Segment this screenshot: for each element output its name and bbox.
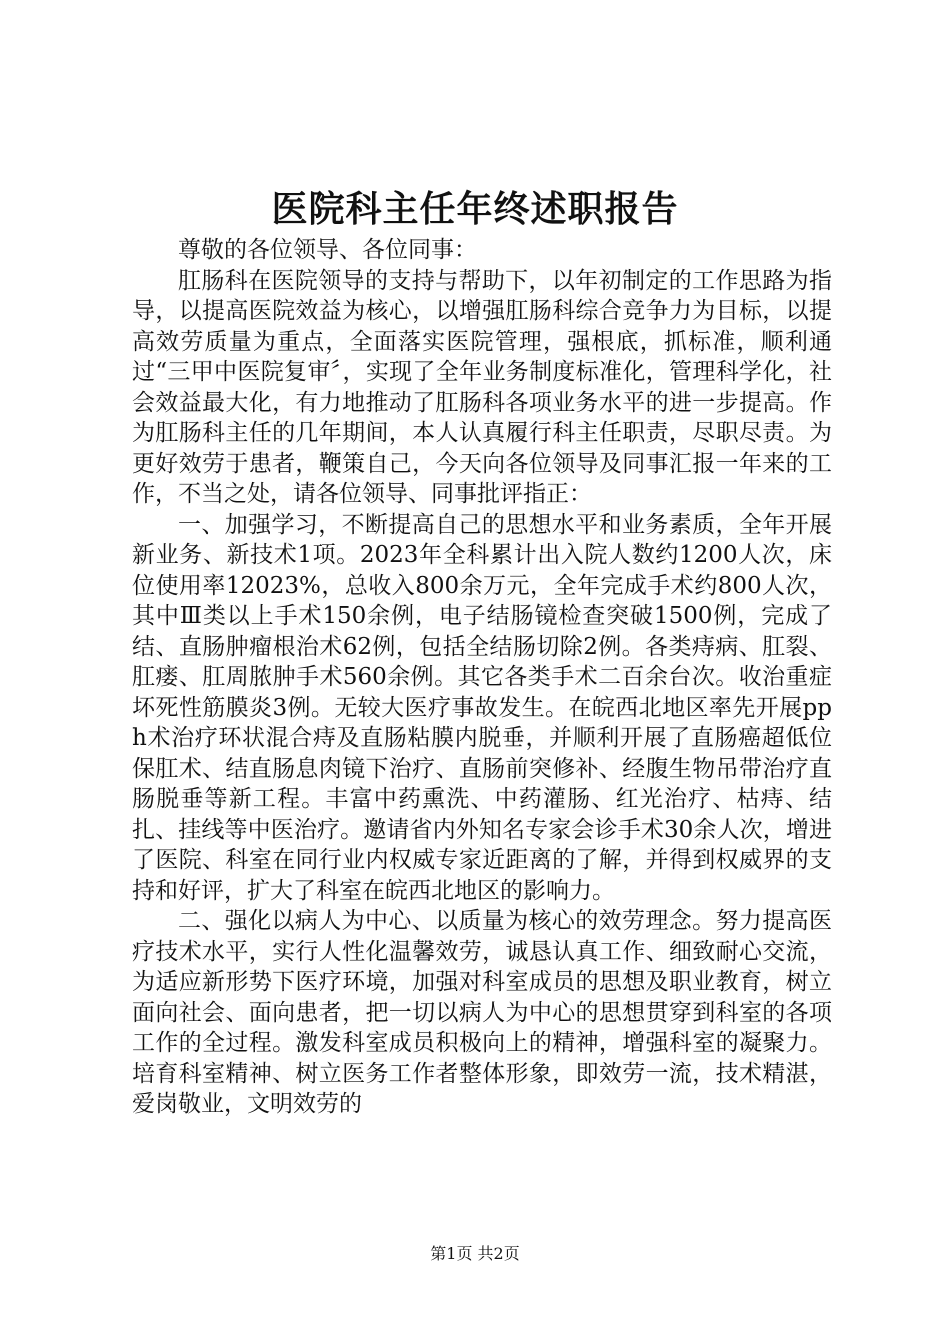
document-title: 医院科主任年终述职报告 (271, 188, 679, 230)
document-body (132, 235, 832, 1120)
salutation: 尊敬的各位领导、各位同事： (178, 237, 477, 263)
page-footer: 第1页 共2页 (430, 1244, 520, 1263)
paragraph-section-1: 一、加强学习，不断提高自己的思想水平和业务素质，全年开展新业务、新技术1项。2023年全科累计出入院人数约1200人次，床位使用率12023%，总收入800余万元，全年完成手术约800人次，其中Ⅲ类以上手术150余例，电子结肠镜检查突破1500例，完成了结、直肠肿瘤根治术62例，包括全结肠切除2例。各类痔病、肛裂、肛瘘、肛周脓肿手术560余例。其它各类手术二百余台次。收治重症坏死性筋膜炎3例。无较大医疗事故发生。在皖西北地区率先开展pph术治疗环状混合痔及直肠粘膜内脱垂，并顺利开展了直肠癌超低位保肛术、结直肠息肉镜下治疗、直肠前突修补、经腹生物吊带治疗直肠脱垂等新工程。丰富中药熏洗、中药灌肠、红光治疗、枯痔、结扎、挂线等中医治疗。邀请省内外知名专家会诊手术30余人次，增进了医院、科室在同行业内权威专家近距离的了解，并得到权威界的支持和好评，扩大了科室在皖西北地区的影响力。 (132, 511, 832, 904)
paragraph-intro: 肛肠科在医院领导的支持与帮助下，以年初制定的工作思路为指导，以提高医院效益为核心，以增强肛肠科综合竞争力为目标，以提高效劳质量为重点，全面落实医院管理，强根底，抓标准，顺利通过“三甲中医院复审〞，实现了全年业务制度标准化，管理科学化，社会效益最大化，有力地推动了肛肠科各项业务水平的进一步提高。作为肛肠科主任的几年期间，本人认真履行科主任职责，尽职尽责。为更好效劳于患者，鞭策自己，今天向各位领导及同事汇报一年来的工作，不当之处，请各位领导、同事批评指正： (132, 267, 832, 507)
paragraph-section-2: 二、强化以病人为中心、以质量为核心的效劳理念。努力提高医疗技术水平，实行人性化温馨效劳，诚恳认真工作、细致耐心交流，为适应新形势下医疗环境，加强对科室成员的思想及职业教育，树立面向社会、面向患者，把一切以病人为中心的思想贯穿到科室的各项工作的全过程。激发科室成员积极向上的精神，增强科室的凝聚力。培育科室精神、树立医务工作者整体形象，即效劳一流，技术精湛，爱岗敬业，文明效劳的 (132, 908, 832, 1117)
